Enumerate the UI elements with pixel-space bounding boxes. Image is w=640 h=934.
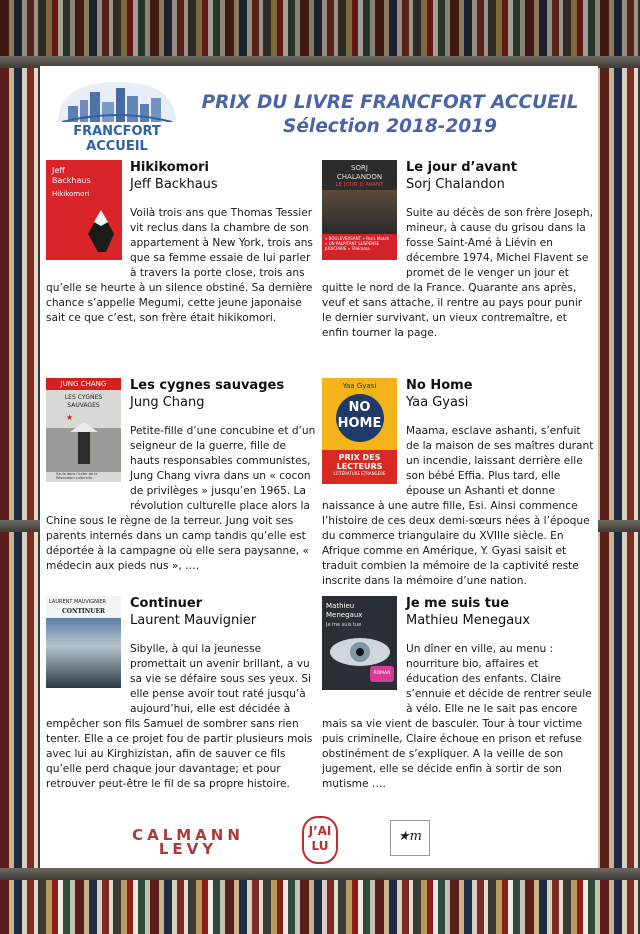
- logo-text: FRANCFORT ACCUEIL: [73, 124, 161, 154]
- cover-text: HOME: [337, 416, 382, 431]
- text-wrap-spacer: [322, 424, 406, 498]
- logo-text: LU: [311, 839, 329, 853]
- book-synopsis: [322, 424, 594, 589]
- synopsis-text: Suite au décès de son frère Joseph, mineur, à cause du grisou dans la fosse Saint-Amé à Liévin en décembre 1974, Michel Flavent se promet de le venger un jour et quitte le nord de la France. Quarante ans après, veuf et sans attache, il rentre au pays pour punir le dernier survivant, un vieux contremaître, et enfin tourner la page.: [322, 207, 593, 339]
- cover-text: Jeff: [52, 166, 65, 175]
- synopsis-text: Petite-fille d’une concubine et d’un seigneur de la guerre, fille de hauts responsables communistes, Jung Chang vivra dans un « cocon de privilèges » jusqu’en 1965. La révolution culturelle place alors la Chine sous le règne de la terreur. Jung voit ses parents internés dans un camp tandis qu’elle est déportée à la campagne où elle sera paysanne, « médecin aux pieds nus », ….: [46, 425, 316, 572]
- page-subtitle: Sélection 2018-2019: [283, 116, 497, 137]
- synopsis-text: Un dîner en ville, au menu : nourriture bio, affaires et éducation des enfants. Claire s’ennuie et décide de rentrer seule à vélo. Elle ne le sait pas encore mais sa vie vient de basculer. Tour à tour victime puis criminelle, Claire échoue en prison et refuse obstinément de s’expliquer. A la veille de son jugement, elle se décide enfin à sortir de son mutisme ….: [322, 643, 592, 790]
- book-synopsis: [322, 206, 594, 341]
- book-title: Je me suis tue: [406, 596, 510, 611]
- book-author: Jung Chang: [130, 395, 205, 410]
- cover-text: ROMAN: [370, 666, 394, 682]
- cover-text: Télérama: [351, 246, 370, 251]
- francfort-accueil-logo: [54, 78, 180, 154]
- cover-text: LES CYGNES: [64, 394, 103, 401]
- book-title: Hikikomori: [130, 160, 210, 175]
- text-wrap-spacer: [322, 206, 406, 280]
- poster-card: [40, 66, 598, 868]
- shelf-board: [0, 868, 640, 880]
- cover-text: CONTINUER: [61, 608, 106, 615]
- cover-text: SAUVAGES: [67, 402, 100, 409]
- logo-text: CALMANN: [132, 826, 244, 844]
- header: [40, 66, 598, 158]
- cover-text: LE JOUR D’AVANT: [335, 182, 384, 188]
- cover-text: SORJ: [351, 164, 368, 172]
- book-synopsis: [46, 206, 318, 326]
- cover-text: Mathieu: [326, 602, 355, 610]
- text-wrap-spacer: [46, 206, 130, 280]
- cover-text: Paris Match: [366, 236, 390, 241]
- publisher-star-logo: [390, 820, 430, 856]
- cover-text: « BOULEVERSANT »: [325, 236, 365, 241]
- cover-text: PRIX DES: [338, 453, 381, 462]
- synopsis-text: Voilà trois ans que Thomas Tessier vit reclus dans la chambre de son appartement à New York, trois ans que sa femme essaie de lui parler à travers la porte close, trois ans qu’elle se heurte à un silence obstiné. Sa dernière chance s’appelle Megumi, cette jeune japonaise sait ce que c’est, son frère était hikikomori.: [46, 207, 313, 324]
- book-synopsis: [322, 642, 594, 792]
- cover-text: Yaa Gyasi: [342, 382, 377, 390]
- cover-text: Menegaux: [326, 611, 363, 619]
- logo-text: J’AI: [308, 824, 332, 838]
- synopsis-text: Sibylle, à qui la jeunesse promettait un avenir brillant, a vu sa vie se défaire sous ses yeux. Si elle pense avoir tout raté jusqu’à aujourd’hui, elle est décidée à empêcher son fils Samuel de sombrer sans rien tenter. Elle a ce projet fou de partir plusieurs mois avec lui au Kirghizistan, afin de sauver ce fils qu’elle perd chaque jour davantage; et pour retrouver peut-être le fil de sa propre histoire.: [46, 643, 313, 790]
- book-title: No Home: [406, 378, 473, 393]
- text-wrap-spacer: [46, 424, 130, 514]
- logo-text: LEVY: [158, 840, 218, 858]
- star-icon: ★: [398, 829, 410, 844]
- cover-text: Seule dans l’enfer de la Révolution culturelle: [56, 472, 98, 480]
- book-title: Continuer: [130, 596, 203, 611]
- book-synopsis: [46, 424, 318, 574]
- cover-text: NO: [348, 400, 371, 415]
- text-wrap-spacer: [322, 642, 406, 716]
- logo-text: m: [409, 829, 422, 844]
- cover-text: Backhaus: [52, 176, 91, 185]
- cover-text: LITTÉRATURE ÉTRANGÈRE: [333, 471, 386, 476]
- cover-text: JUNG CHANG: [46, 378, 121, 390]
- book-author: Mathieu Menegaux: [406, 613, 531, 628]
- cover-text: LECTEURS: [336, 462, 383, 471]
- cover-text: « UN PALPITANT SUSPENSE JUDICIAIRE »: [325, 241, 380, 251]
- svg-text:★: ★: [66, 413, 74, 422]
- book-synopsis: [46, 642, 318, 792]
- cover-text: CHALANDON: [336, 173, 383, 181]
- book-author: Jeff Backhaus: [130, 177, 218, 192]
- book-author: Sorj Chalandon: [406, 177, 505, 192]
- book-author: Yaa Gyasi: [406, 395, 469, 410]
- page-title: PRIX DU LIVRE FRANCFORT ACCUEIL: [201, 92, 579, 113]
- cover-text: LAURENT MAUVIGNIER: [49, 599, 107, 605]
- book-author: Laurent Mauvignier: [130, 613, 257, 628]
- text-wrap-spacer: [46, 642, 130, 716]
- shelf-shade: [0, 0, 640, 56]
- book-title: Les cygnes sauvages: [130, 378, 285, 393]
- cover-text: Hikikomori: [52, 190, 90, 198]
- jai-lu-logo: [302, 816, 338, 864]
- calmann-levy-logo: [128, 826, 248, 856]
- book-title: Le jour d’avant: [406, 160, 517, 175]
- synopsis-text: Maama, esclave ashanti, s’enfuit de la maison de ses maîtres durant un incendie, laissant derrière elle son bébé Effia. Plus tard, elle épouse un Ashanti et donne naissance à une autre fille, Esi. Ainsi commence l’histoire de ces deux demi-sœurs nées à l’époque du commerce triangulaire du XVIIIe siècle. En Afrique comme en Amérique, Y. Gyasi saisit et traduit combien la mémoire de la captivité reste inscrite dans la mémoire d’une nation.: [322, 425, 594, 587]
- cover-text: Je me suis tue: [326, 622, 362, 628]
